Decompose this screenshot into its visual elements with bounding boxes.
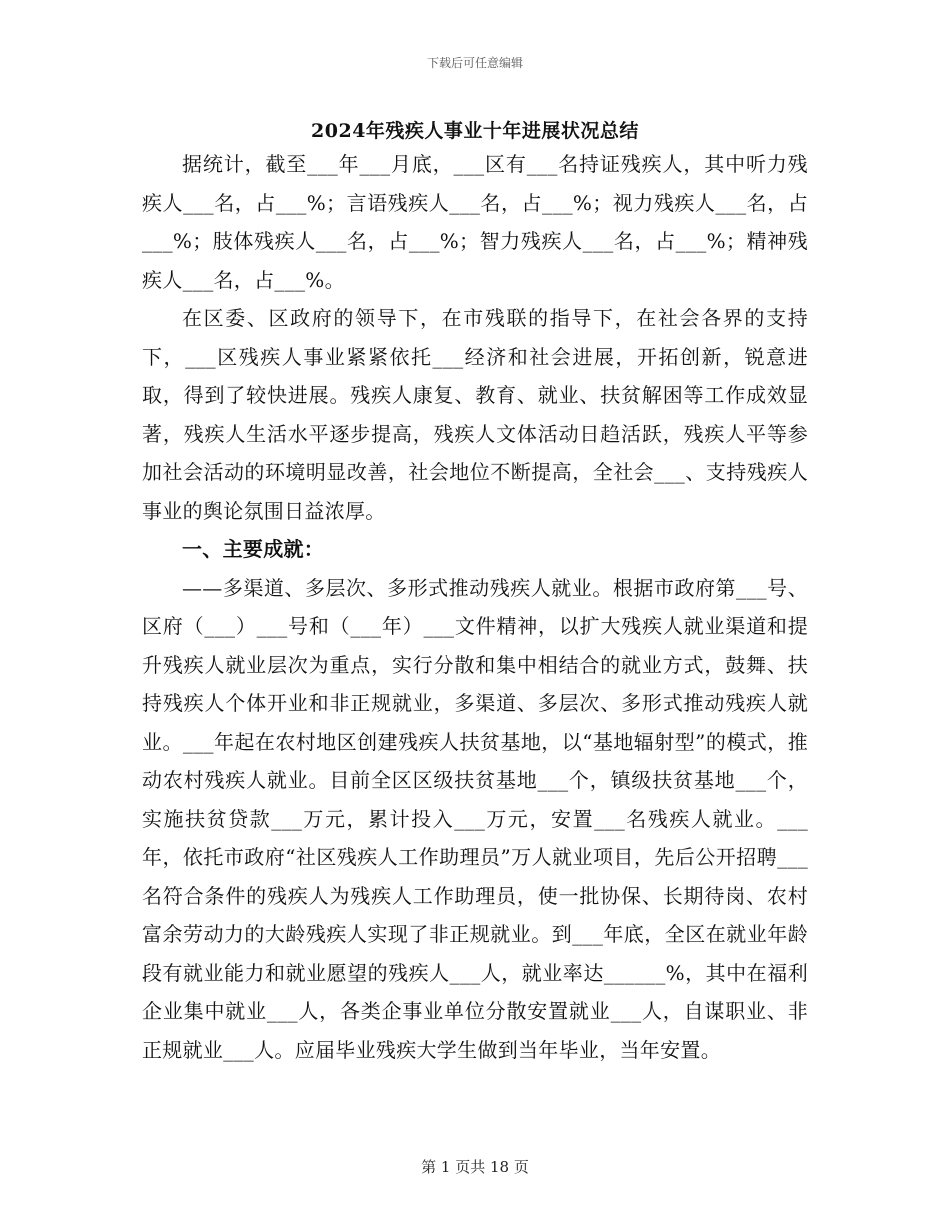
page-header-note: 下载后可任意编辑	[426, 56, 523, 70]
paragraph-employment: ——多渠道、多层次、多形式推动残疾人就业。根据市政府第___号、区府（___）___号和（___年）___文件精神，以扩大残疾人就业渠道和提升残疾人就业层次为重点，实行分散和集中相结合的就业方式，鼓舞、扶持残疾人个体开业和非正规就业，多渠道、多层次、多形式推动残疾人就业。___年起在农村地区创建残疾人扶贫基地，以“基地辐射型”的模式，推动农村残疾人就业。目前全区区级扶贫基地___个，镇级扶贫基地___个，实施扶贫贷款___万元，累计投入___万元，安置___名残疾人就业。___年，依托市政府“社区残疾人工作助理员”万人就业项目，先后公开招聘___名符合条件的残疾人为残疾人工作助理员，使一批协保、长期待岗、农村富余劳动力的大龄残疾人实现了非正规就业。到___年底，全区在就业年龄段有就业能力和就业愿望的残疾人___人，就业率达______%，其中在福利企业集中就业___人，各类企事业单位分散安置就业___人，自谋职业、非正规就业___人。应届毕业残疾大学生做到当年毕业，当年安置。	[142, 575, 808, 1062]
page-number: 第 1 页共 18 页	[421, 1158, 529, 1176]
document-body	[142, 145, 808, 1069]
section-heading-achievements: 一、主要成就：	[182, 537, 325, 561]
paragraph-overview: 在区委、区政府的领导下，在市残联的指导下，在社会各界的支持下，___区残疾人事业紧紧依托___经济和社会进展，开拓创新，锐意进取，得到了较快进展。残疾人康复、教育、就业、扶贫解困等工作成效显著，残疾人生活水平逐步提高，残疾人文体活动日趋活跃，残疾人平等参加社会活动的环境明显改善，社会地位不断提高，全社会___、支持残疾人事业的舆论氛围日益浓厚。	[142, 306, 808, 523]
paragraph-statistics: 据统计，截至___年___月底，___区有___名持证残疾人，其中听力残疾人___名，占___%；言语残疾人___名，占___%；视力残疾人___名，占___%；肢体残疾人___名，占___%；智力残疾人___名，占___%；精神残疾人___名，占___%。	[142, 152, 808, 292]
document-title: 2024年残疾人事业十年进展状况总结	[311, 120, 639, 142]
